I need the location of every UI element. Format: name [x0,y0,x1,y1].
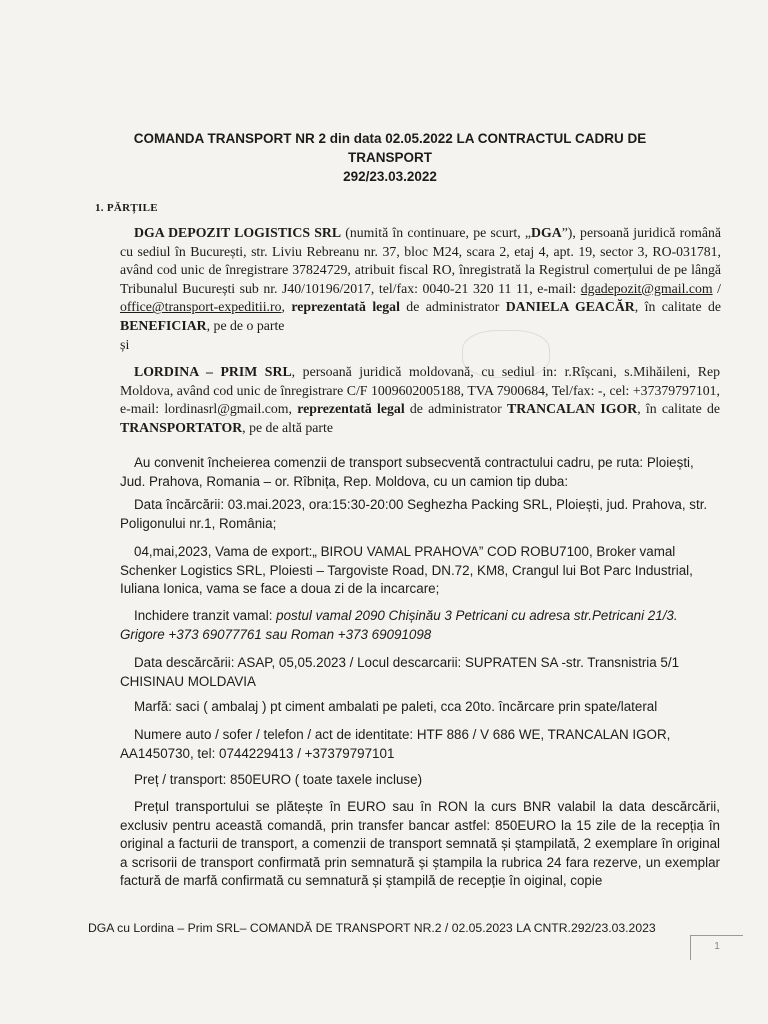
party1-legal-rep-label: reprezentată legal [291,299,400,315]
export-customs-paragraph: 04,mai,2023, Vama de export:„ BIROU VAMAL PRAHOVA” COD ROBU7100, Broker vamal Schenker Logistics SRL, Ploiesti – Targoviste Road, DN.72, KM8, Crangul lui Bot Parc Industrial, Iuliana Ionica, vama se face a doua zi de la incarcare; [120,544,693,597]
agreement-route-paragraph: Au convenit încheierea comenzii de transport subsecventă contractului cadru, pe ruta: Ploiești, Jud. Prahova, Romania – or. Rîbnița, Rep. Moldova, cu un camion tip duba: [120,455,694,489]
party2-name: LORDINA – PRIM SRL [134,364,292,379]
party1-admin-name: DANIELA GEACĂR [505,299,635,315]
page-number: 1 [690,935,743,960]
transit-closing-paragraph [120,607,720,644]
party1-role: BENEFICIAR [120,317,207,333]
party2-role: TRANSPORTATOR [120,419,243,435]
party2-admin-name: TRANCALAN IGOR [507,401,638,417]
page-footer: DGA cu Lordina – Prim SRL– COMANDĂ DE TRANSPORT NR.2 / 02.05.2023 LA CNTR.292/23.03.2023 [88,921,656,935]
vehicle-driver-paragraph: Numere auto / sofer / telefon / act de identitate: HTF 886 / V 686 WE, TRANCALAN IGOR, AA1450730, tel: 0744229413 / +37379797101 [120,727,671,761]
email-link-dgadepozit[interactable]: dgadepozit@gmail.com [580,280,713,296]
title-line-2: 292/23.03.2022 [343,169,437,184]
party1-name: DGA DEPOZIT LOGISTICS SRL [134,225,342,240]
section-heading-parties: 1. PĂRȚILE [95,202,158,214]
goods-paragraph: Marfă: saci ( ambalaj ) pt ciment ambalati pe paleti, cca 20to. încărcare prin spate/lateral [134,699,658,714]
unloading-date-paragraph: Data descărcării: ASAP, 05,05.2023 / Locul descarcarii: SUPRATEN SA -str. Transnistria 5/1 CHISINAU MOLDAVIA [120,655,680,689]
email-link-office[interactable]: office@transport-expeditii.ro [120,299,282,315]
payment-terms-paragraph: Prețul transportului se plătește în EURO sau în RON la curs BNR valabil la data descărcării, exclusiv pentru această comandă, prin transfer bancar astfel: 850EURO la 15 zile de la recepția în original a facturii de transport, a comenzii de transport semnată și ștampilată, 2 exemplare în original a scrisorii de transport confirmată prin semnatură și ștampila la rubrica 24 fara rezerve, un exemplar factură de marfă confirmată cu semnatură și ștampilă de recepție în oiginal, copie [120,799,720,889]
conjunction-si: și [120,338,130,353]
party-transporter-paragraph: LORDINA – PRIM SRL, persoană juridică moldovană, cu sediul in: r.Rîșcani, s.Mihăileni, Rep Moldova, având cod unic de înregistrare C/F 1009602005188, TVA 7900684, Tel/fax: -, cel: +37379797101, e-mail: lordinasrl@gmail.com, reprezentată legal de administrator TRANCALAN IGOR, în calitate de TRANSPORTATOR, pe de altă parte [120,364,721,435]
transit-label: Inchidere tranzit vamal: [134,608,277,623]
transit-value: postul vamal 2090 Chișinău 3 Petricani cu adresa str.Petricani 21/3. Grigore +373 69077761 sau Roman +373 69091098 [120,608,678,642]
document-title [120,129,660,186]
party-beneficiary-paragraph: DGA DEPOZIT LOGISTICS SRL (numită în continuare, pe scurt, „DGA”), persoană juridică română cu sediul în București, str. Liviu Rebreanu nr. 37, bloc M24, scara 2, etaj 4, apt. 19, sector 3, RO-031781, având cod unic de înregistrare 37824729, atribuit fiscal RO, înregistrată la Registrul comerțului de pe lângă Tribunalul București sub nr. J40/10196/2017, tel/fax: 0040-21 320 11 11, e-mail: dgadepozit@gmail.com / office@transport-expeditii.ro, reprezentată legal de administrator DANIELA GEACĂR, în calitate de BENEFICIAR, pe de o parte [120,225,721,333]
loading-date-paragraph: Data încărcării: 03.mai.2023, ora:15:30-20:00 Seghezha Packing SRL, Ploiești, jud. Prahova, str. Poligonului nr.1, România; [120,497,708,531]
title-line-1: COMANDA TRANSPORT NR 2 din data 02.05.2022 LA CONTRACTUL CADRU DE TRANSPORT [133,131,647,165]
price-paragraph: Preț / transport: 850EURO ( toate taxele incluse) [134,772,423,787]
party1-short-name: DGA [531,225,562,240]
party2-legal-rep-label: reprezentată legal [297,401,405,417]
